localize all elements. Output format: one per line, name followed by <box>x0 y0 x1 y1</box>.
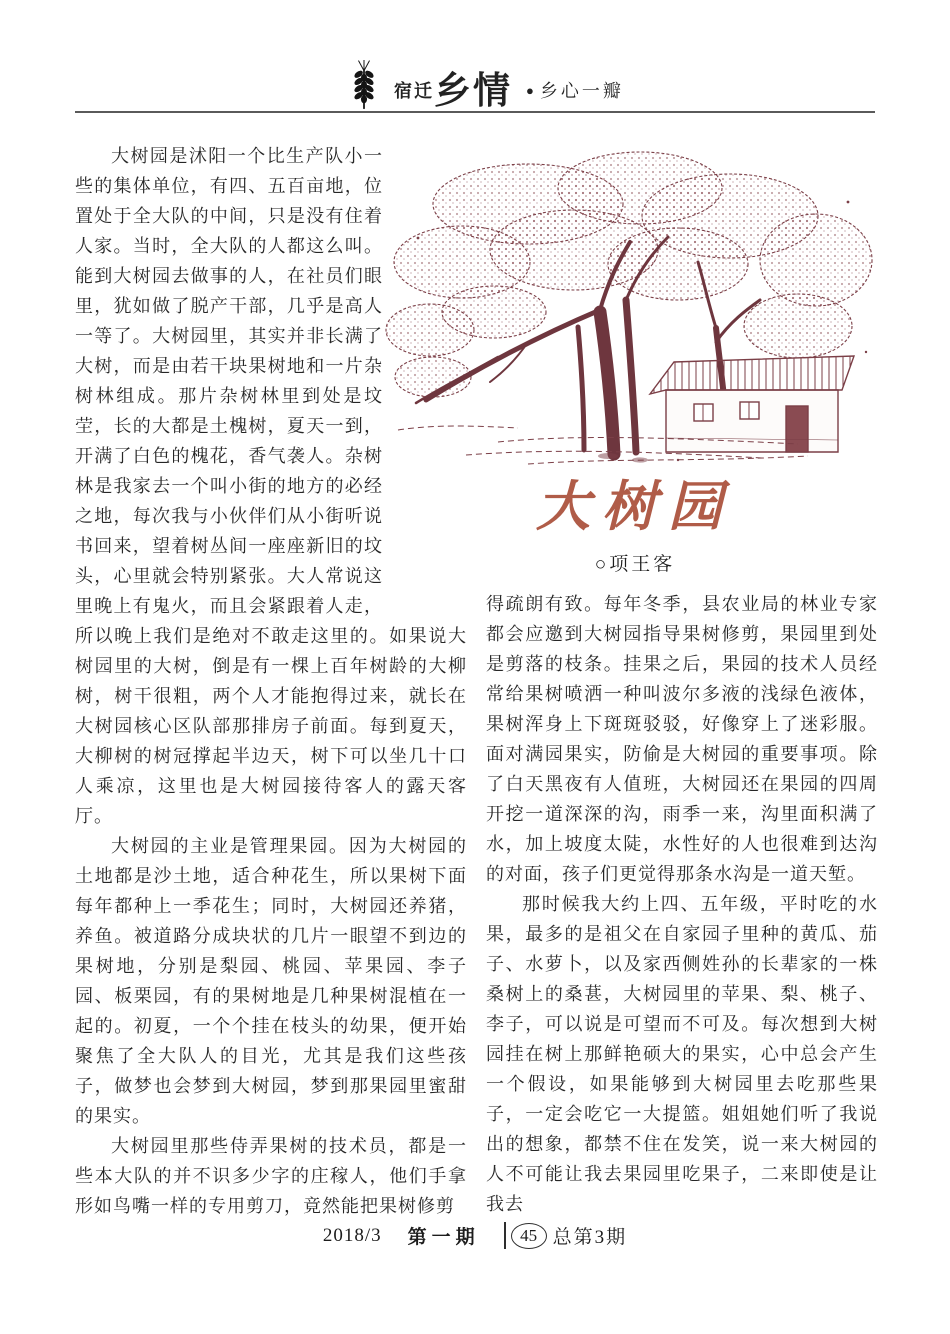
illustration-text-wrap-spacer <box>383 141 467 593</box>
article-title: 大树园 <box>536 474 734 538</box>
bullet-dot-icon: ● <box>526 83 534 98</box>
author-circle-mark: ○ <box>594 554 610 575</box>
masthead <box>346 60 624 110</box>
paragraph-continuation: 得疏朗有致。每年冬季，县农业局的林业专家都会应邀到大树园指导果树修剪，果园里到处是剪落的枝条。挂果之后，果园的技术人员经常给果树喷洒一种叫波尔多液的浅绿色液体，果树浑身上下斑斑驳驳，好像穿上了迷彩服。面对满园果实，防偷是大树园的重要事项。除了白天黑夜有人值班，大树园还在果园的四周开挖一道深深的沟，雨季一来，沟里面积满了水，加上坡度太陡，水性好的人也很难到达沟的对面，孩子们更觉得那条水沟是一道天堑。 <box>486 594 878 884</box>
paragraph: 大树园里那些侍弄果树的技术员，都是一些本大队的并不识多少字的庄稼人，他们手拿形如鸟嘴一样的专用剪刀，竟然能把果树修剪 <box>75 1136 467 1216</box>
masthead-magazine-name: 乡情 <box>434 70 512 111</box>
paragraph: 大树园的主业是管理果园。因为大树园的土地都是沙土地，适合种花生，所以果树下面每年都种上一季花生；同时，大树园还养猪，养鱼。被道路分成块状的几片一眼望不到边的果树地，分别是梨园、桃园、苹果园、李子园、板栗园，有的果树地是几种果树混植在一起的。初夏，一个个挂在枝头的幼果，便开始聚焦了全大队人的目光，尤其是我们这些孩子，做梦也会梦到大树园，梦到那果园里蜜甜的果实。 <box>75 836 467 1126</box>
right-text-column <box>486 589 878 1219</box>
paragraph: 大树园是沭阳一个比生产队小一些的集体单位，有四、五百亩地，位置处于全大队的中间，只是没有住着人家。当时，全大队的人都这么叫。能到大树园去做事的人，在社员们眼里，犹如做了脱产干部，几乎是高人一等了。大树园里，其实并非长满了大树，而是由若干块果树地和一片杂树林组成。那片杂树林里到处是坟茔，长的大都是土槐树，夏天一到，开满了白色的槐花，香气袭人。杂树林是我家去一个叫小街的地方的必经之地，每次我与小伙伴们从小街听说书回来，望着树丛间一座座新旧的坟头，心里就会特别紧张。大人常说这里晚上有鬼火，而且会紧跟着人走，所以晚上我们是绝对不敢走这里的。如果说大树园里的大树，倒是有一棵上百年树龄的大柳树，树干很粗，两个人才能抱得过来，就长在大树园核心区队部那排房子前面。每到夏天，大柳树的树冠撑起半边天，树下可以坐几十口人乘凉，这里也是大树园接待客人的露天客厅。 <box>75 146 467 826</box>
masthead-region: 宿迁 <box>394 81 434 101</box>
paragraph: 那时候我大约上四、五年级，平时吃的水果，最多的是祖父在自家园子里种的黄瓜、茄子、水萝卜，以及家西侧姓孙的长辈家的一株桑树上的桑葚，大树园里的苹果、梨、桃子、李子，可以说是可望而不可及。每次想到大树园挂在树上那鲜艳硕大的果实，心中总会产生一个假设，如果能够到大树园里去吃那些果子，一定会吃它一大提篮。姐姐她们听了我说出的想象，都禁不住在发笑，说一来大树园的人不可能让我去果园里吃果子，二来即使是让我去 <box>486 894 878 1214</box>
wheat-ear-icon <box>346 60 382 110</box>
author-name: 项王客 <box>609 554 676 575</box>
article-author <box>465 549 805 576</box>
left-text-column <box>75 141 467 1221</box>
footer-page-number: 45 <box>511 1223 547 1249</box>
footer-issue-number: 第一期 <box>407 1227 480 1248</box>
masthead-column-name: 乡心一瓣 <box>539 81 624 101</box>
wheat-ear-icon <box>346 60 382 110</box>
page-footer <box>0 1222 950 1249</box>
header-rule <box>75 111 875 113</box>
footer-volume-number: 总第3期 <box>552 1227 628 1248</box>
footer-issue-date: 2018/3 <box>322 1224 382 1246</box>
footer-divider-bar <box>504 1222 506 1249</box>
